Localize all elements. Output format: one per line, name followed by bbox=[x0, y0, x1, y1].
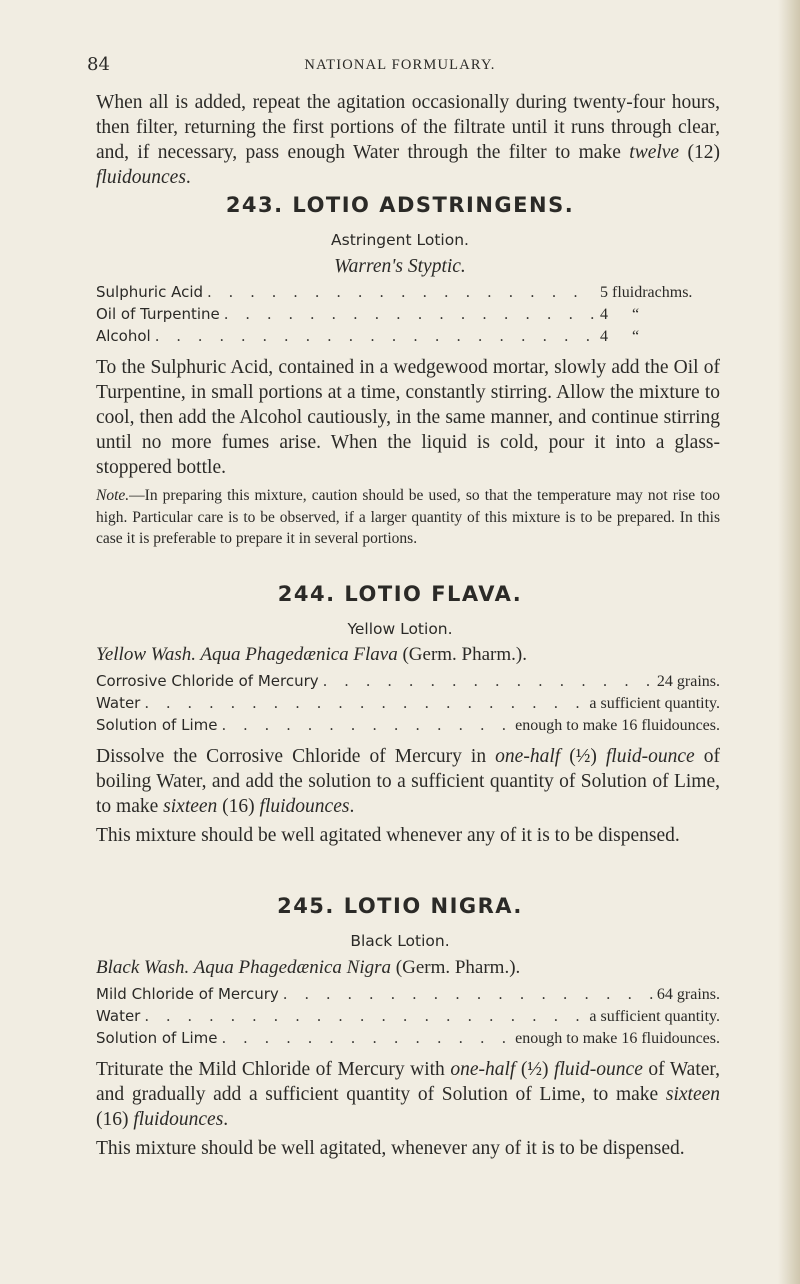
leader-dots bbox=[224, 305, 596, 323]
intro-paragraph bbox=[96, 90, 720, 190]
section-243-title: 243. LOTIO ADSTRINGENS. bbox=[225, 193, 575, 217]
dir-italic: sixteen bbox=[163, 796, 218, 817]
section-245-dispense-note: This mixture should be well agitated, whenever any of it is to be dispensed. bbox=[96, 1138, 685, 1159]
leader-dots bbox=[221, 716, 511, 734]
ingredient-name: Alcohol bbox=[96, 327, 151, 345]
ingredient-quantity: 64 grains. bbox=[656, 986, 720, 1003]
dir-text: of boiling Water, and add the solution to a sufficient quantity of Solution of Lime, to make bbox=[96, 746, 721, 817]
ingredient-quantity: enough to make 16 fluidounces. bbox=[515, 717, 720, 734]
ingredient-row bbox=[96, 1007, 720, 1029]
dir-fraction: (½) bbox=[560, 746, 606, 767]
dir-italic: sixteen bbox=[665, 1084, 720, 1105]
running-title: NATIONAL FORMULARY. bbox=[304, 57, 496, 73]
section-243-synonym: Warren's Styptic. bbox=[334, 256, 466, 277]
leader-dots bbox=[207, 283, 596, 301]
intro-end: . bbox=[185, 167, 191, 188]
ingredient-quantity: 5 fluidrachms. bbox=[600, 284, 693, 301]
ingredient-name: Solution of Lime bbox=[96, 1029, 218, 1047]
ingredient-quantity: enough to make 16 fluidounces. bbox=[515, 1030, 720, 1047]
dir-italic: one-half bbox=[450, 1059, 516, 1080]
ingredient-row bbox=[96, 327, 720, 349]
leader-dots bbox=[155, 327, 596, 345]
ingredient-quantity: 4 “ bbox=[600, 306, 640, 323]
leader-dots bbox=[144, 1007, 585, 1025]
dir-italic: one-half bbox=[495, 746, 561, 767]
dir-text: Triturate the Mild Chloride of Mercury with bbox=[96, 1059, 445, 1080]
section-243-note bbox=[96, 485, 720, 550]
leader-dots bbox=[323, 672, 653, 690]
note-label: Note. bbox=[96, 487, 130, 504]
section-244-synonym bbox=[96, 644, 736, 666]
ingredient-row bbox=[96, 305, 720, 327]
page-header bbox=[0, 54, 800, 78]
dir-fraction: (½) bbox=[515, 1059, 555, 1080]
section-244-subtitle: Yellow Lotion. bbox=[347, 620, 453, 638]
intro-italic: twelve bbox=[629, 142, 680, 163]
note-text: —In preparing this mixture, caution should be used, so that the temperature may not rise too high. Particular care is to be observed, if a larger quantity of this mixture is to be prepared. In this case it is preferable to prepare it in several portions. bbox=[96, 487, 720, 547]
intro-text: When all is added, repeat the agitation occasionally during twenty-four hours, then filter, returning the first portions of the filtrate until it runs through clear, and, if necessary, pass enough Water through the filter to make bbox=[96, 92, 720, 163]
ingredient-quantity: 24 grains. bbox=[656, 673, 720, 690]
dir-italic: fluidounces bbox=[259, 796, 350, 817]
synonym-italic: Black Wash. Aqua Phagedænica Nigra bbox=[96, 957, 392, 978]
ingredient-row bbox=[96, 985, 720, 1007]
section-244-title: 244. LOTIO FLAVA. bbox=[277, 582, 523, 606]
leader-dots bbox=[221, 1029, 511, 1047]
section-244-directions bbox=[96, 744, 720, 819]
ingredient-quantity: a sufficient quantity. bbox=[589, 1008, 720, 1025]
section-243-directions: To the Sulphuric Acid, contained in a wedgewood mortar, slowly add the Oil of Turpentine, in small portions at a time, constantly stirring. Allow the mixture to cool, then add the Alcohol cautiously, in the same manner, and continue stirring until no more fumes arise. When the liquid is cold, pour it into a glass-stoppered bottle. bbox=[96, 357, 720, 478]
ingredient-row bbox=[96, 283, 720, 305]
dir-end: . bbox=[223, 1109, 229, 1130]
dir-italic: fluid-ounce bbox=[605, 746, 695, 767]
synonym-italic: Yellow Wash. Aqua Phagedænica Flava bbox=[96, 644, 398, 665]
ingredient-row bbox=[96, 694, 720, 716]
dir-italic: fluid-ounce bbox=[554, 1059, 643, 1080]
section-245-directions bbox=[96, 1057, 720, 1132]
intro-paren: (12) bbox=[679, 142, 720, 163]
ingredient-name: Mild Chloride of Mercury bbox=[96, 985, 279, 1003]
section-245-synonym bbox=[96, 957, 736, 979]
section-245-title: 245. LOTIO NIGRA. bbox=[277, 894, 523, 918]
dir-paren: (16) bbox=[217, 796, 260, 817]
section-245-subtitle: Black Lotion. bbox=[350, 932, 450, 950]
ingredient-name: Oil of Turpentine bbox=[96, 305, 220, 323]
dir-end: . bbox=[349, 796, 355, 817]
page-number: 84 bbox=[87, 54, 110, 75]
ingredient-quantity: a sufficient quantity. bbox=[589, 695, 720, 712]
section-244-dispense-note: This mixture should be well agitated whenever any of it is to be dispensed. bbox=[96, 825, 680, 846]
dir-text: Dissolve the Corrosive Chloride of Mercury in bbox=[96, 746, 487, 767]
synonym-plain: (Germ. Pharm.). bbox=[391, 957, 521, 978]
ingredient-name: Water bbox=[96, 694, 141, 712]
ingredient-name: Solution of Lime bbox=[96, 716, 218, 734]
ingredient-name: Sulphuric Acid bbox=[96, 283, 204, 301]
leader-dots bbox=[144, 694, 585, 712]
dir-italic: fluidounces bbox=[133, 1109, 224, 1130]
dir-text: of Water, and gradually add a sufficient quantity of Solution of Lime, to make bbox=[96, 1059, 720, 1105]
leader-dots bbox=[283, 985, 653, 1003]
dir-paren: (16) bbox=[96, 1109, 134, 1130]
intro-italic-2: fluidounces bbox=[96, 167, 186, 188]
ingredient-row bbox=[96, 672, 720, 694]
ingredient-name: Corrosive Chloride of Mercury bbox=[96, 672, 319, 690]
ingredient-name: Water bbox=[96, 1007, 141, 1025]
ingredient-row bbox=[96, 716, 720, 738]
section-243-subtitle: Astringent Lotion. bbox=[331, 231, 469, 249]
ingredient-row bbox=[96, 1029, 720, 1051]
synonym-plain: (Germ. Pharm.). bbox=[397, 644, 527, 665]
ingredient-quantity: 4 “ bbox=[600, 328, 640, 345]
